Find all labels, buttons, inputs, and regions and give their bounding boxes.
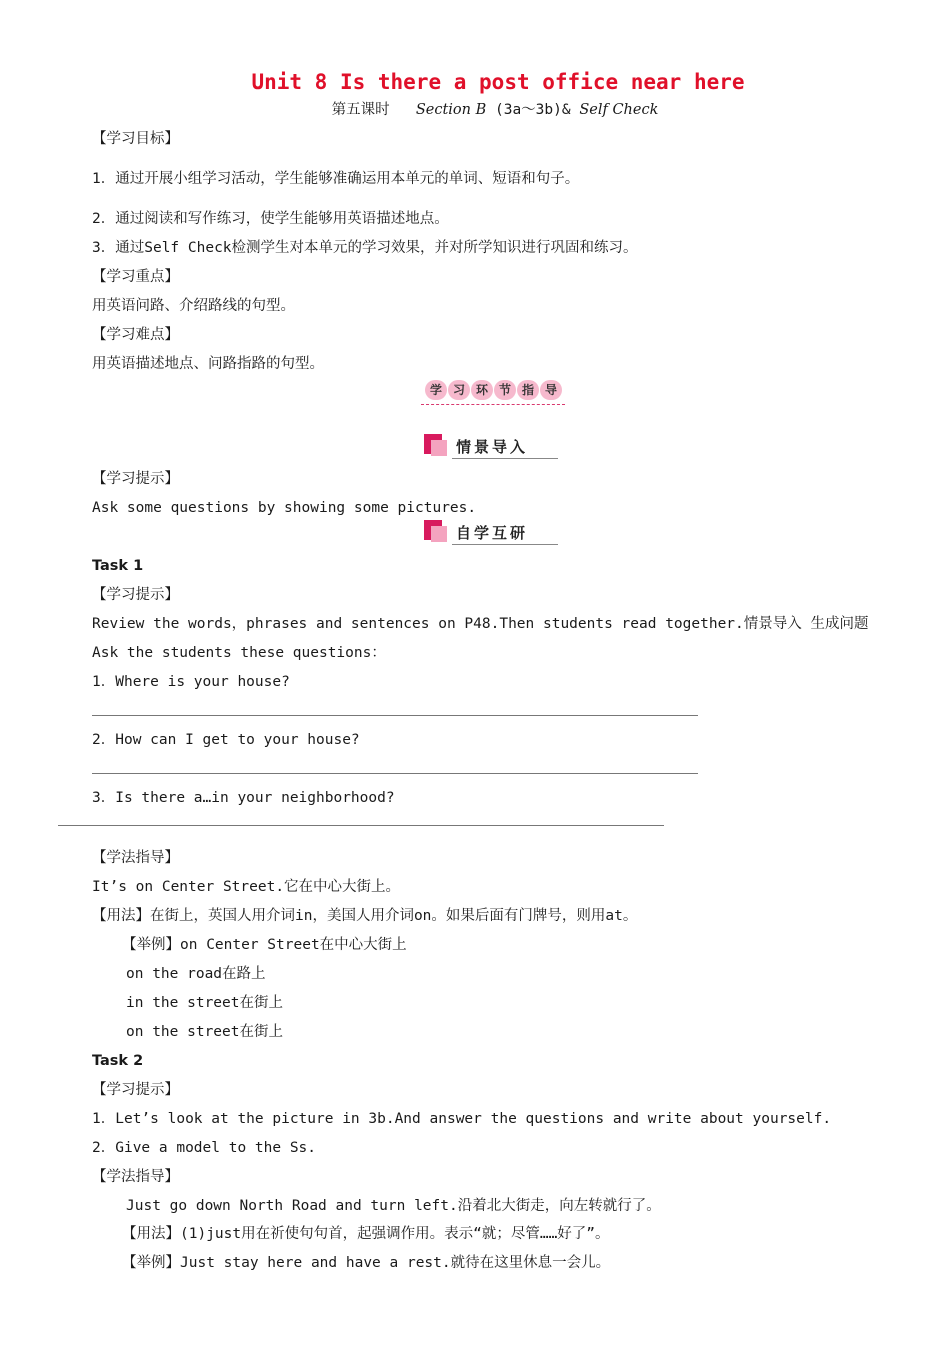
self-check-label: Self Check <box>579 102 659 118</box>
section-header-self-study <box>424 520 560 548</box>
banner-char: 学 <box>425 380 447 400</box>
method-heading: 【学法指导】 <box>92 1169 179 1185</box>
section-underline <box>452 458 558 459</box>
lesson-number: 第五课时 <box>331 102 390 118</box>
banner-char: 环 <box>471 380 493 400</box>
answer-line <box>58 825 664 826</box>
task1-label: Task 1 <box>92 558 144 574</box>
hint-heading: 【学习提示】 <box>92 471 179 487</box>
question-item: 3．Is there a…in your neighborhood? <box>92 790 395 806</box>
intro-text: Ask some questions by showing some pictures. <box>92 500 477 516</box>
lesson-subtitle <box>0 100 950 120</box>
banner-char: 习 <box>448 380 470 400</box>
question-item: 2．How can I get to your house? <box>92 732 360 748</box>
task2-hint: 1．Let’s look at the picture in 3b.And answer the questions and write about yourself. <box>92 1111 832 1127</box>
usage-note: 【用法】(1)just用在祈使句句首，起强调作用。表示“就；尽管……好了”。 <box>122 1226 610 1242</box>
task1-ask: Ask the students these questions： <box>92 645 386 661</box>
section-label: 自学互研 <box>456 524 529 542</box>
page-title: Unit 8 Is there a post office near here <box>251 70 745 94</box>
method-sentence: Just go down North Road and turn left.沿着北大街走，向左转就行了。 <box>126 1198 661 1214</box>
banner-char: 导 <box>540 380 562 400</box>
section-underline <box>452 544 558 545</box>
hint-heading: 【学习提示】 <box>92 587 179 603</box>
difficult-point-text: 用英语描述地点、问路指路的句型。 <box>92 356 324 372</box>
section-label: 情景导入 <box>456 438 529 456</box>
task1-hint: Review the words，phrases and sentences on P48.Then students read together.情景导入 生成问题 <box>92 616 869 632</box>
banner-char: 指 <box>517 380 539 400</box>
usage-note: 【用法】在街上，英国人用介词in，美国人用介词on。如果后面有门牌号，则用at。 <box>92 908 638 924</box>
section-header-intro <box>424 434 560 462</box>
section-range: (3a～3b)& <box>494 102 571 118</box>
example-item: in the street在街上 <box>126 995 283 1011</box>
section-marker-icon <box>431 440 447 456</box>
goal-item: 3．通过Self Check检测学生对本单元的学习效果，并对所学知识进行巩固和练习。 <box>92 240 638 256</box>
banner-underline <box>421 404 565 405</box>
example-item: 【举例】Just stay here and have a rest.就待在这里休息一会儿。 <box>122 1255 611 1271</box>
key-heading: 【学习重点】 <box>92 269 179 285</box>
method-sentence: It’s on Center Street.它在中心大街上。 <box>92 879 401 895</box>
section-marker-icon <box>431 526 447 542</box>
banner-char: 节 <box>494 380 516 400</box>
key-point-text: 用英语问路、介绍路线的句型。 <box>92 298 295 314</box>
task2-label: Task 2 <box>92 1053 144 1069</box>
goal-item: 2．通过阅读和写作练习，使学生能够用英语描述地点。 <box>92 211 449 227</box>
example-item: 【举例】on Center Street在中心大街上 <box>122 937 407 953</box>
section-name: Section B <box>415 102 487 118</box>
method-heading: 【学法指导】 <box>92 850 179 866</box>
example-item: on the street在街上 <box>126 1024 283 1040</box>
task2-hint: 2．Give a model to the Ss. <box>92 1140 317 1156</box>
example-item: on the road在路上 <box>126 966 266 982</box>
question-item: 1．Where is your house? <box>92 674 290 690</box>
difficult-heading: 【学习难点】 <box>92 327 179 343</box>
study-guide-banner <box>421 378 565 406</box>
answer-line <box>92 773 698 774</box>
goals-heading: 【学习目标】 <box>92 131 179 147</box>
answer-line <box>92 715 698 716</box>
goal-item: 1．通过开展小组学习活动，学生能够准确运用本单元的单词、短语和句子。 <box>92 171 580 187</box>
hint-heading: 【学习提示】 <box>92 1082 179 1098</box>
